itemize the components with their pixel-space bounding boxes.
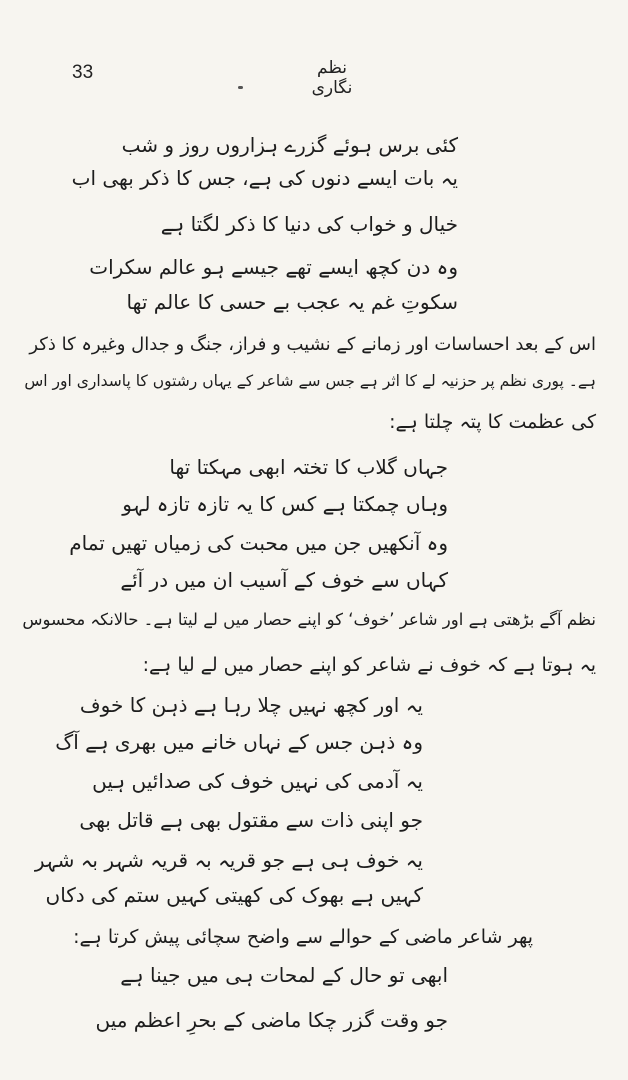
verse-line: ابھی تو حال کے لمحات ہی میں جینا ہے <box>120 963 448 987</box>
verse-line: جو اپنی ذات سے مقتول بھی ہے قاتل بھی <box>79 808 423 832</box>
verse-line: جہاں گلاب کا تختہ ابھی مہکتا تھا <box>169 455 448 479</box>
verse-line: یہ خوف ہی ہے جو قریہ بہ قریہ شہر بہ شہر <box>34 848 423 872</box>
verse-line: یہ اور کچھ نہیں چلا رہا ہے ذہن کا خوف <box>79 693 423 717</box>
verse-line: وہ آنکھیں جن میں محبت کی زمیاں تھیں تمام <box>69 531 448 555</box>
verse-line: وہ دن کچھ ایسے تھے جیسے ہو عالم سکرات <box>89 255 458 279</box>
prose-line: یہ ہوتا ہے کہ خوف نے شاعر کو اپنے حصار میں لے لیا ہے: <box>142 654 596 676</box>
verse-line: کہیں ہے بھوک کی کھیتی کہیں ستم کی دکاں <box>45 883 423 907</box>
verse-line: یہ آدمی کی نہیں خوف کی صدائیں ہیں <box>92 769 423 793</box>
verse-line: کئی برس ہوئے گزرے ہزاروں روز و شب <box>121 133 458 157</box>
prose-line: نظم آگے بڑھتی ہے اور شاعر ’خوف‘ کو اپنے حصار میں لے لیتا ہے۔ حالانکہ محسوس <box>22 610 596 629</box>
verse-line: کہاں سے خوف کے آسیب ان میں در آئے <box>120 568 448 592</box>
verse-line: سکوتِ غم یہ عجب بے حسی کا عالم تھا <box>126 290 458 314</box>
prose-line: اس کے بعد احساسات اور زمانے کے نشیب و فراز، جنگ و جدال وغیرہ کا ذکر <box>29 334 596 355</box>
verse-line: وہ ذہن جس کے نہاں خانے میں بھری ہے آگ <box>55 730 423 754</box>
prose-line: پھر شاعر ماضی کے حوالے سے واضح سچائی پیش کرتا ہے: <box>73 926 533 948</box>
running-head: نظم نگاری <box>311 58 353 98</box>
verse-line: یہ بات ایسے دنوں کی ہے، جس کا ذکر بھی اب <box>71 166 458 190</box>
ink-speck <box>238 86 243 89</box>
page-number: 33 <box>72 62 94 83</box>
verse-line: جو وقت گزر چکا ماضی کے بحرِ اعظم میں <box>95 1008 448 1032</box>
prose-line: کی عظمت کا پتہ چلتا ہے: <box>389 411 596 433</box>
verse-line: وہاں چمکتا ہے کس کا یہ تازہ تازہ لہو <box>122 492 448 516</box>
prose-line: ہے۔ پوری نظم پر حزنیہ لے کا اثر ہے جس سے شاعر کے یہاں رشتوں کا پاسداری اور اس <box>24 372 596 390</box>
verse-line: خیال و خواب کی دنیا کا ذکر لگتا ہے <box>160 212 458 236</box>
